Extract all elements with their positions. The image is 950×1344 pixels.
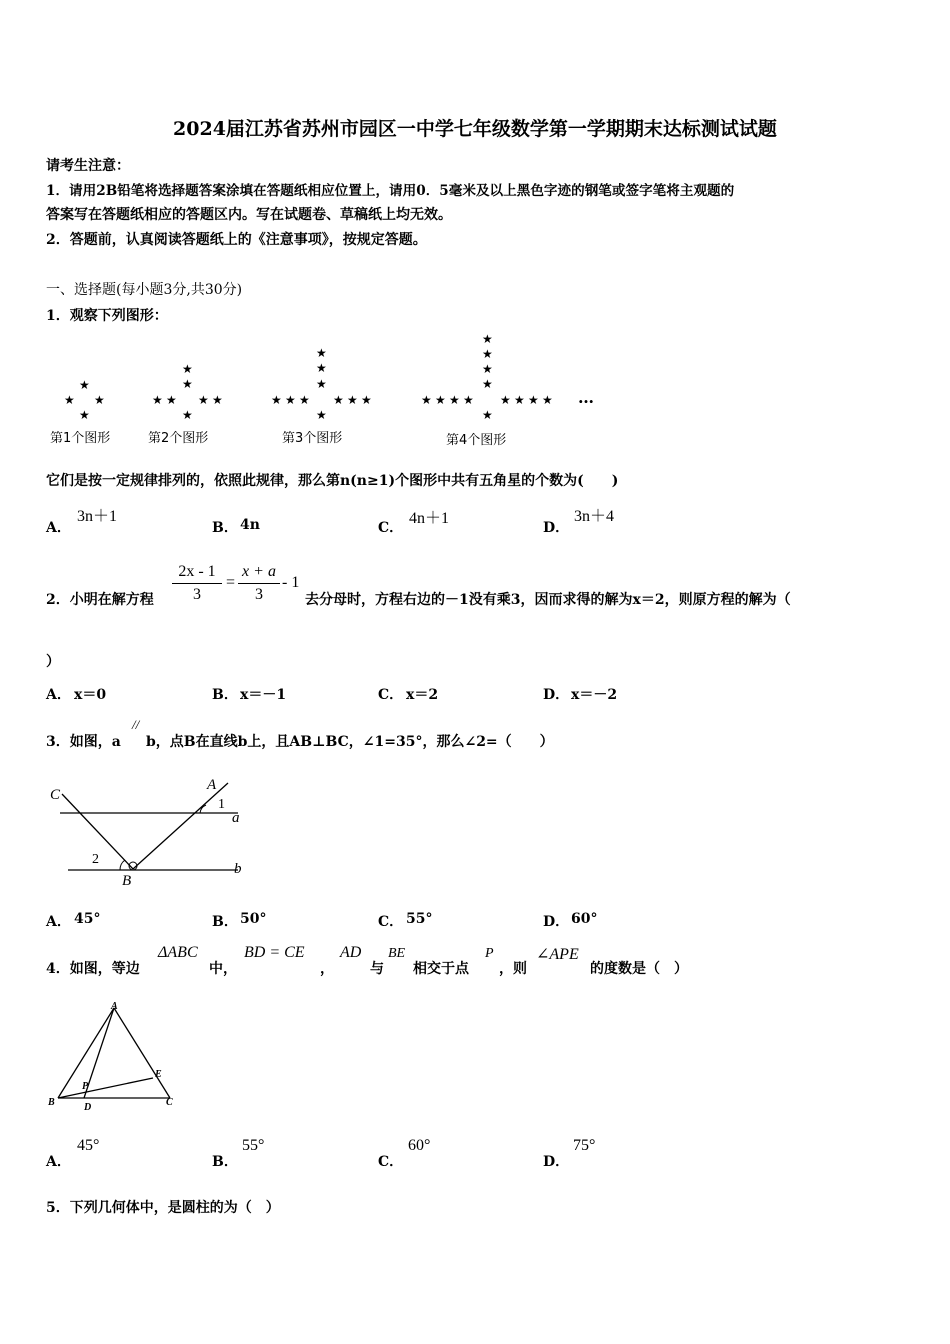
q1-option-b-label: B．: [212, 520, 238, 536]
segment-ba: [133, 783, 228, 869]
q2-close: ）: [46, 654, 60, 670]
q1-option-d-label: D．: [543, 520, 570, 536]
notice-heading: 请考生注意：: [46, 158, 130, 174]
q1-caption-3: 第3个图形: [282, 431, 343, 446]
notice-line-1: 1．请用2B铅笔将选择题答案涂填在答题纸相应位置上，请用0．5毫米及以上黑色字迹的钢笔或签字笔将主观题的: [46, 183, 735, 199]
q3-option-a-label: A．: [46, 914, 71, 930]
star-mark: ★: [482, 347, 493, 361]
q4-angle-ape: ∠APE: [536, 946, 579, 963]
q2-option-a-value: x＝0: [74, 687, 107, 703]
q4-label-e: E: [155, 1069, 162, 1080]
q3-option-c-value: 55°: [406, 911, 433, 927]
q2-option-b-value: x＝－1: [240, 687, 287, 703]
star-mark: ★: [528, 393, 539, 407]
q4-figure: [44, 998, 184, 1113]
star-mark: ★: [285, 393, 296, 407]
q2-fraction-right: [238, 563, 280, 604]
q4-stem-part7: 的度数是（ ）: [590, 961, 688, 977]
star-mark: ★: [316, 361, 327, 375]
q4-triangle-abc: ΔABC: [158, 944, 198, 961]
q3-label-line-a: a: [232, 810, 240, 826]
star-mark: ★: [316, 346, 327, 360]
q1-option-d-value: 3n＋4: [574, 508, 615, 525]
q3-option-b-label: B．: [212, 914, 238, 930]
q4-label-b: B: [48, 1097, 55, 1108]
star-mark: ★: [333, 393, 344, 407]
q2-suffix: 去分母时，方程右边的－1没有乘3，因而求得的解为x＝2，则原方程的解为（: [305, 592, 791, 608]
q4-label-d: D: [84, 1102, 92, 1113]
q4-segment-ad: AD: [340, 944, 362, 961]
star-mark: ★: [79, 378, 90, 392]
q4-option-b-label: B．: [212, 1154, 238, 1170]
page-title: 2024届江苏省苏州市园区一中学七年级数学第一学期期末达标测试试题: [173, 118, 777, 140]
q4-point-p: P: [485, 946, 494, 961]
q4-option-c-value: 60°: [408, 1137, 431, 1154]
q2-option-c-label: C．: [378, 687, 404, 703]
q2-fraction-right-numerator: x + a: [242, 563, 276, 580]
q3-label-c: C: [50, 787, 61, 803]
q1-caption-2: 第2个图形: [148, 431, 209, 446]
q4-option-a-value: 45°: [77, 1137, 100, 1154]
star-mark: ★: [152, 393, 163, 407]
star-mark: ★: [182, 408, 193, 422]
q1-option-c-label: C．: [378, 520, 404, 536]
star-mark: ★: [79, 408, 90, 422]
q2-fraction-left: [172, 563, 222, 604]
star-mark: ★: [64, 393, 75, 407]
q1-caption-1: 第1个图形: [50, 431, 111, 446]
star-mark: ★: [316, 408, 327, 422]
star-mark: ★: [482, 377, 493, 391]
q4-stem-part3: ，: [320, 961, 334, 977]
q1-ellipsis: …: [578, 388, 594, 407]
q3-option-d-label: D．: [543, 914, 570, 930]
q2-minus-one: - 1: [282, 574, 300, 591]
star-mark: ★: [347, 393, 358, 407]
star-mark: ★: [435, 393, 446, 407]
q3-label-angle-1: 1: [218, 797, 225, 812]
star-mark: ★: [212, 393, 223, 407]
q1-option-a-value: 3n＋1: [77, 508, 118, 525]
q3-figure: [40, 775, 260, 890]
star-mark: ★: [542, 393, 553, 407]
star-mark: ★: [463, 393, 474, 407]
q2-fraction-left-denominator: 3: [193, 586, 201, 603]
q4-stem-part5: 相交于点: [413, 961, 469, 977]
q3-parallel-symbol: //: [132, 717, 140, 732]
q3-option-d-value: 60°: [571, 911, 598, 927]
q2-equals: =: [226, 574, 236, 591]
q4-stem-part2: 中，: [209, 961, 237, 977]
star-mark: ★: [182, 362, 193, 376]
q4-label-p: P: [82, 1081, 89, 1092]
q1-stem: 1．观察下列图形：: [46, 308, 168, 324]
q4-option-d-label: D．: [543, 1154, 570, 1170]
q2-prefix: 2．小明在解方程: [46, 592, 154, 608]
q4-option-d-value: 75°: [573, 1137, 596, 1154]
q4-stem-part4: 与: [370, 961, 384, 977]
q4-bd-equals-ce: BD = CE: [244, 944, 305, 961]
q2-option-d-label: D．: [543, 687, 570, 703]
section-heading: 一、选择题(每小题3分,共30分): [46, 282, 243, 298]
q4-segment-be: BE: [388, 946, 406, 961]
q5-stem: 5．下列几何体中，是圆柱的为（ ）: [46, 1200, 280, 1216]
star-mark: ★: [449, 393, 460, 407]
star-mark: ★: [94, 393, 105, 407]
star-mark: ★: [316, 377, 327, 391]
q2-option-a-label: A．: [46, 687, 71, 703]
q4-option-b-value: 55°: [242, 1137, 265, 1154]
q2-fraction-left-numerator: 2x - 1: [178, 563, 216, 580]
star-mark: ★: [514, 393, 525, 407]
q1-option-a-label: A．: [46, 520, 71, 536]
star-mark: ★: [271, 393, 282, 407]
star-mark: ★: [299, 393, 310, 407]
q2-option-c-value: x＝2: [406, 687, 439, 703]
star-mark: ★: [500, 393, 511, 407]
star-mark: ★: [482, 362, 493, 376]
notice-line-2: 答案写在答题纸相应的答题区内。写在试题卷、草稿纸上均无效。: [46, 207, 452, 223]
q3-stem-part2: b，点B在直线b上，且AB⊥BC，∠1=35°，那么∠2=（ ）: [146, 734, 554, 750]
q4-label-c: C: [166, 1097, 173, 1108]
q2-option-d-value: x＝－2: [571, 687, 618, 703]
notice-line-3: 2．答题前，认真阅读答题纸上的《注意事项》，按规定答题。: [46, 232, 427, 248]
q3-label-line-b: b: [234, 861, 242, 877]
star-mark: ★: [166, 393, 177, 407]
star-mark: ★: [361, 393, 372, 407]
segment-ad: [84, 1008, 114, 1098]
star-mark: ★: [198, 393, 209, 407]
q4-stem-part6: ，则: [499, 961, 527, 977]
q3-option-b-value: 50°: [240, 911, 267, 927]
star-mark: ★: [482, 332, 493, 346]
q3-option-a-value: 45°: [74, 911, 101, 927]
q1-caption-4: 第4个图形: [446, 433, 507, 448]
star-mark: ★: [182, 377, 193, 391]
q1-question: 它们是按一定规律排列的，依照此规律，那么第n(n≥1)个图形中共有五角星的个数为( ): [46, 473, 619, 489]
q4-option-c-label: C．: [378, 1154, 404, 1170]
q4-stem-part1: 4．如图，等边: [46, 961, 140, 977]
q2-fraction-right-denominator: 3: [255, 586, 263, 603]
q3-label-b: B: [122, 873, 132, 889]
star-mark: ★: [421, 393, 432, 407]
q1-option-c-value: 4n＋1: [409, 510, 450, 527]
segment-be: [58, 1078, 153, 1098]
q3-option-c-label: C．: [378, 914, 404, 930]
q1-option-b-value: 4n: [240, 517, 260, 533]
star-mark: ★: [482, 408, 493, 422]
q3-stem-part1: 3．如图，a: [46, 734, 121, 750]
angle-2-arc: [120, 860, 125, 870]
q3-label-a-point: A: [207, 777, 217, 793]
q2-option-b-label: B．: [212, 687, 238, 703]
q3-label-angle-2: 2: [92, 852, 99, 867]
q4-label-a: A: [111, 1001, 118, 1012]
q4-option-a-label: A．: [46, 1154, 71, 1170]
